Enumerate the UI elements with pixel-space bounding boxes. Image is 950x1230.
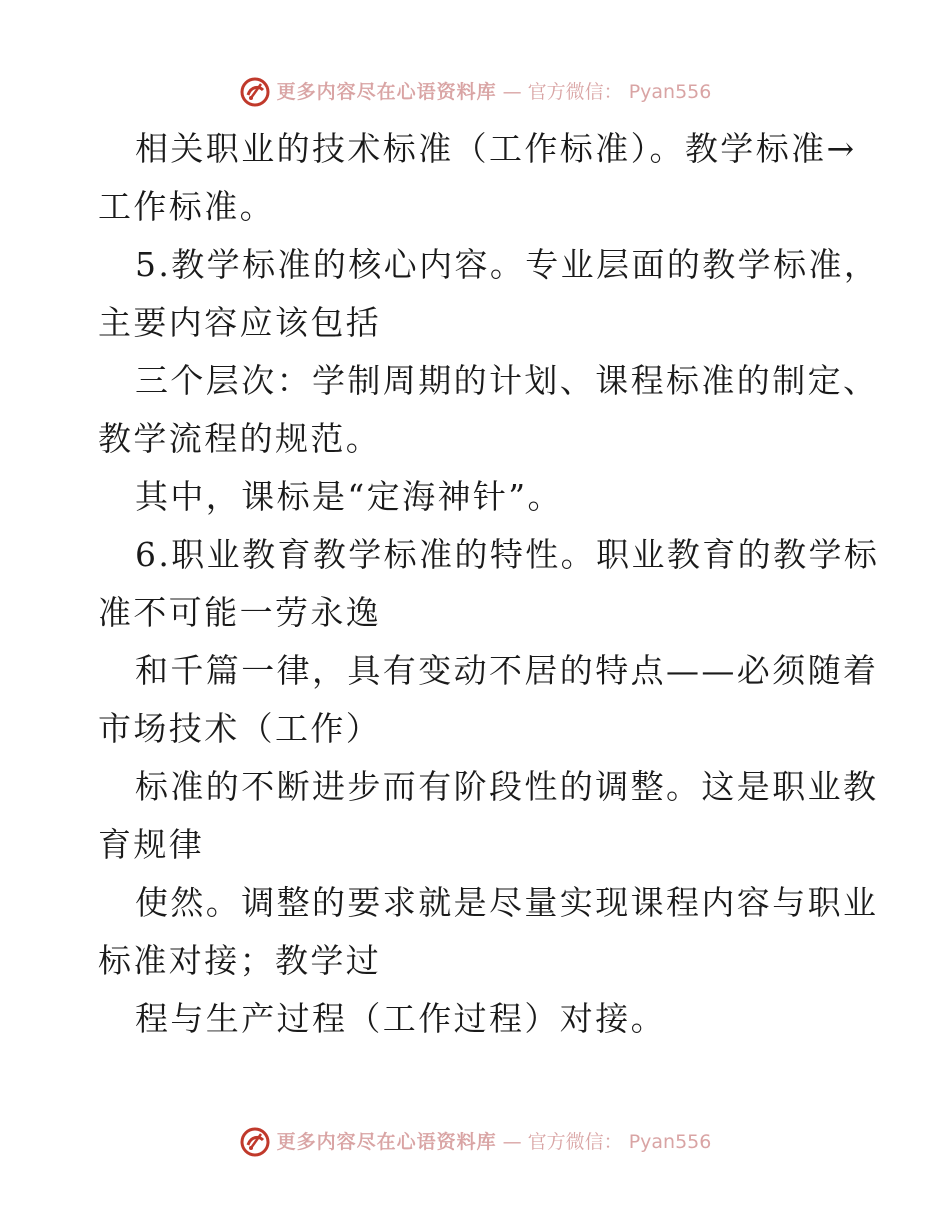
text-line: 6.职业教育教学标准的特性。职业教育的教学标	[135, 535, 880, 574]
text-line: 育规律	[98, 825, 205, 864]
text-line: 标准的不断进步而有阶段性的调整。这是职业教	[135, 767, 879, 806]
watermark-brand-text: 更多内容尽在心语资料库	[276, 81, 497, 103]
watermark-wechat-label: 官方微信：	[527, 81, 623, 103]
text-line: 使然。调整的要求就是尽量实现课程内容与职业	[135, 883, 879, 922]
document-body	[98, 120, 880, 1048]
text-line: 程与生产过程（工作过程）对接。	[135, 999, 666, 1038]
text-line: 相关职业的技术标准（工作标准）。教学标准→	[135, 129, 857, 168]
watermark-separator: —	[502, 81, 522, 103]
text-line: 主要内容应该包括	[98, 303, 382, 342]
brand-logo-icon	[239, 1126, 271, 1158]
text-line: 教学流程的规范。	[98, 419, 382, 458]
text-line: 市场技术（工作）	[98, 709, 382, 748]
watermark-wechat-id: Pyan556	[628, 1131, 712, 1153]
watermark-brand-text: 更多内容尽在心语资料库	[276, 1131, 497, 1153]
header-watermark	[0, 76, 950, 108]
footer-watermark	[0, 1126, 950, 1158]
brand-logo-icon	[239, 76, 271, 108]
text-line: 标准对接；教学过	[98, 941, 382, 980]
text-line: 三个层次：学制周期的计划、课程标准的制定、	[135, 361, 879, 400]
text-line: 和千篇一律，具有变动不居的特点——必须随着	[135, 651, 879, 690]
text-line: 5.教学标准的核心内容。专业层面的教学标准，	[135, 245, 880, 284]
text-line: 其中，课标是“定海神针”。	[135, 477, 563, 516]
text-line: 工作标准。	[98, 187, 275, 226]
text-line: 准不可能一劳永逸	[98, 593, 382, 632]
watermark-separator: —	[502, 1131, 522, 1153]
watermark-wechat-label: 官方微信：	[527, 1131, 623, 1153]
watermark-wechat-id: Pyan556	[628, 81, 712, 103]
